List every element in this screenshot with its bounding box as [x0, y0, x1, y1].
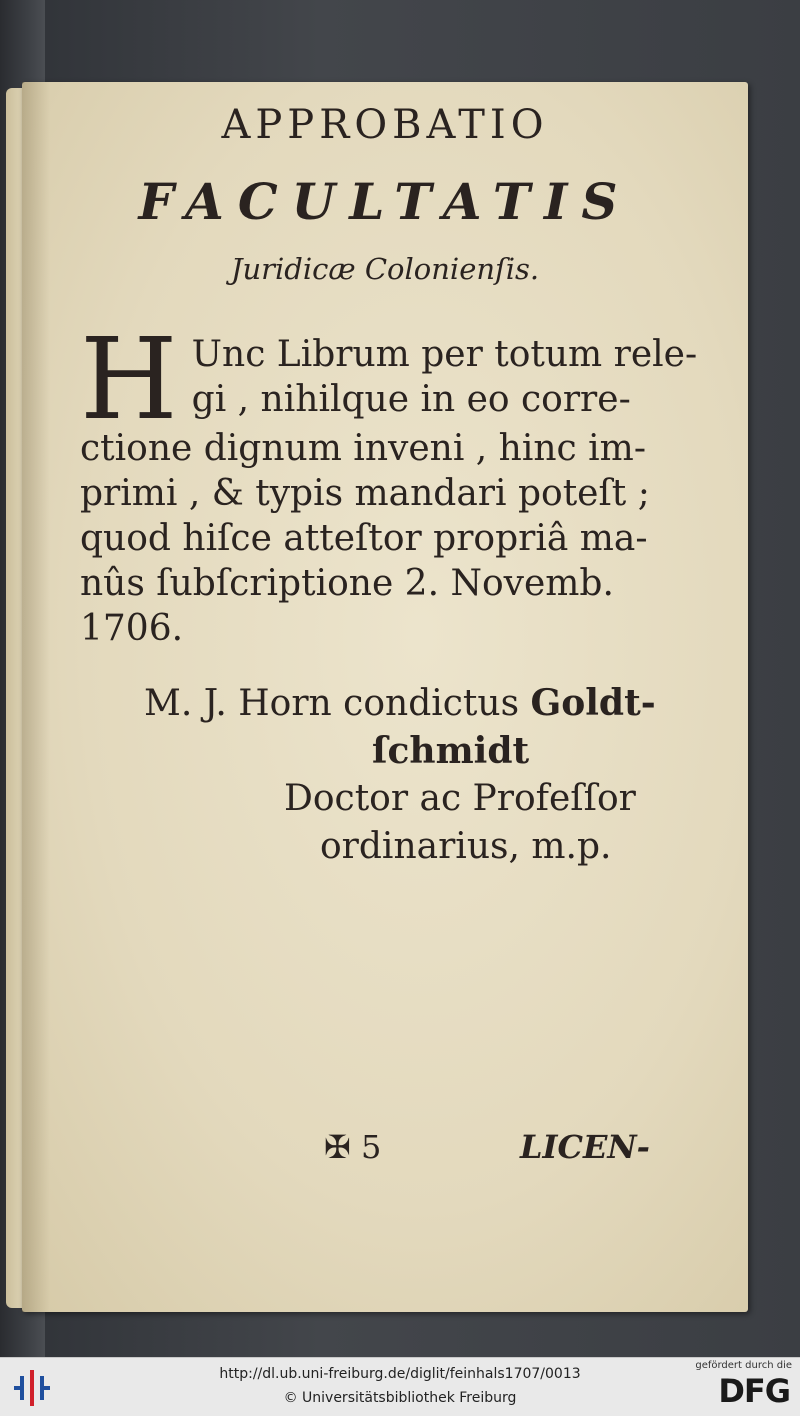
signature-name: M. J. Horn condictus [144, 683, 520, 724]
signature-surname-cont: ſchmidt [372, 730, 530, 772]
signature-rank: ordinarius, m.p. [320, 826, 612, 867]
body-line: nûs ſubſcriptione 2. Novemb. [80, 563, 614, 604]
signature-block [144, 682, 656, 724]
body-line: Unc Librum per totum rele- [191, 334, 698, 375]
signature-surname: Goldt- [530, 682, 656, 724]
page-subheading: Juridicæ Colonienſis. [230, 252, 540, 286]
page-heading-facultatis: FACULTATIS [138, 172, 632, 231]
catchword: LICEN- [520, 1128, 650, 1166]
drop-cap: H [80, 315, 178, 445]
body-line: ctione dignum inveni , hinc im- [80, 428, 646, 469]
signature-mark: ✠ 5 [324, 1128, 382, 1166]
dfg-caption: gefördert durch die [695, 1360, 792, 1371]
body-line: quod hiſce atteſtor propriâ ma- [80, 518, 648, 559]
permalink[interactable]: http://dl.ub.uni-freiburg.de/diglit/feinhals1707/0013 [219, 1366, 581, 1382]
body-line: gi , nihilque in eo corre- [191, 379, 631, 420]
dfg-logo: DFG [718, 1372, 790, 1410]
book-page [22, 82, 748, 1312]
body-line: primi , & typis mandari poteſt ; [80, 473, 650, 514]
approbation-text [80, 315, 698, 651]
copyright-notice: © Universitätsbibliothek Freiburg [283, 1390, 517, 1406]
page-heading-approbatio: APPROBATIO [221, 102, 549, 148]
signature-title: Doctor ac Profeſſor [284, 778, 636, 819]
viewer-footer [0, 1357, 800, 1416]
body-line: 1706. [80, 608, 184, 649]
